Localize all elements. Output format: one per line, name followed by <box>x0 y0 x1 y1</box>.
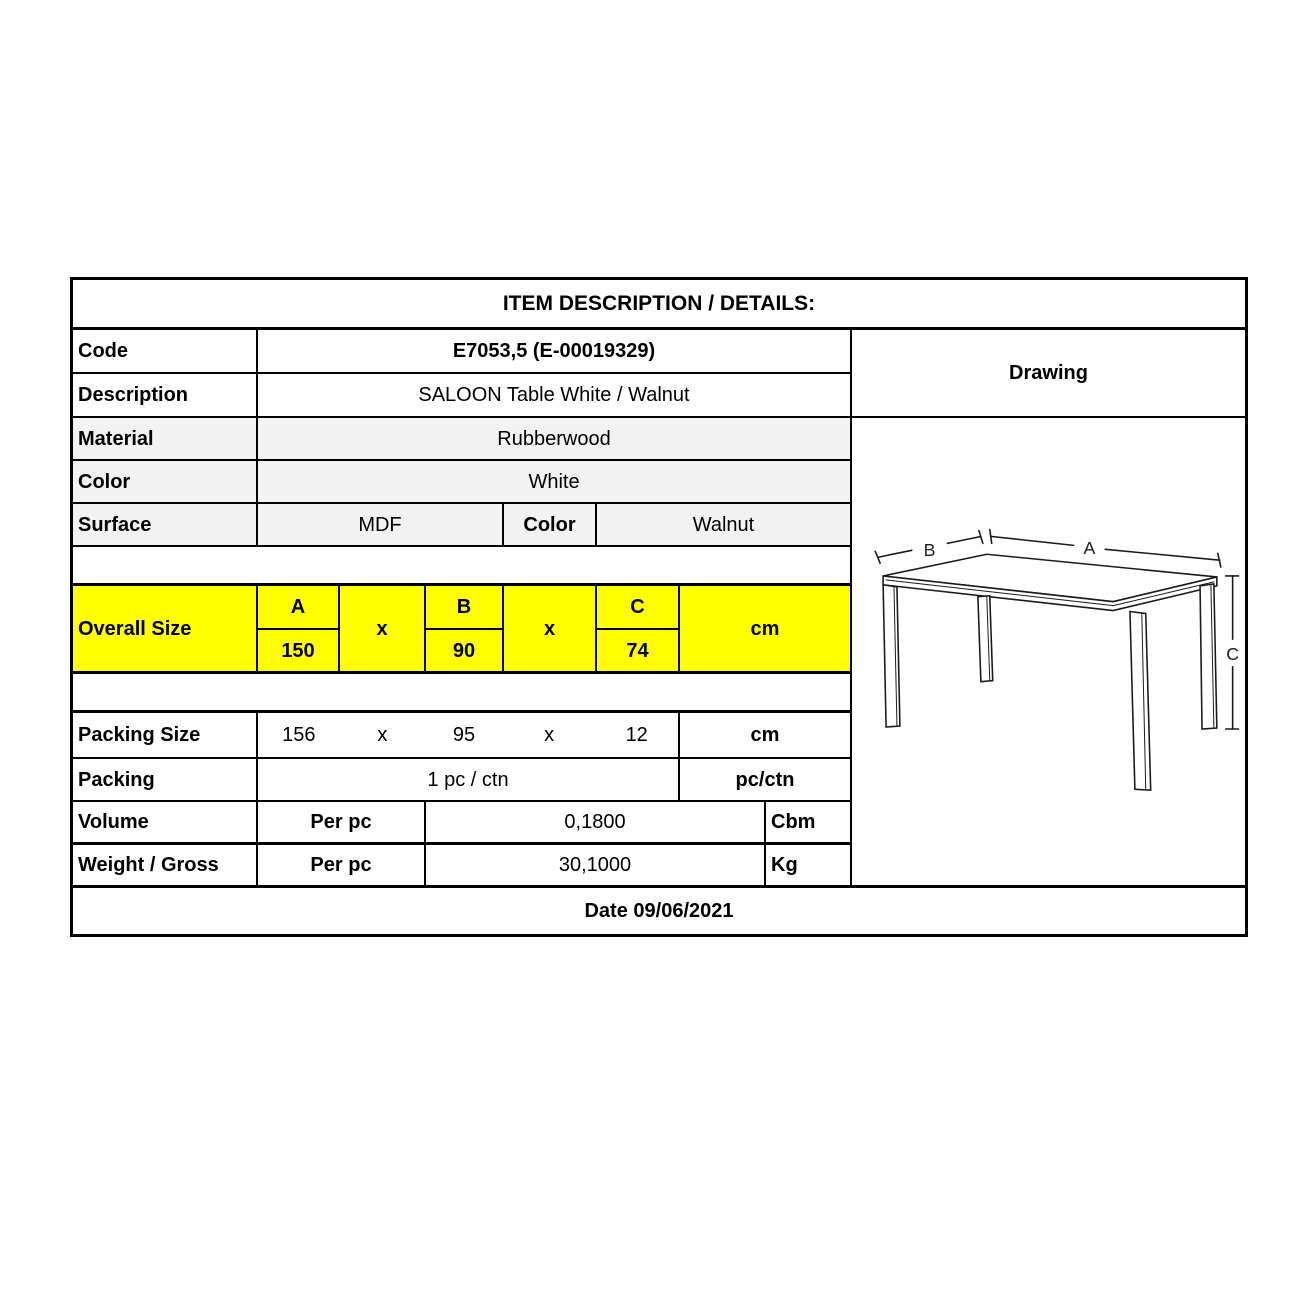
sheet-title: ITEM DESCRIPTION / DETAILS: <box>73 280 1245 330</box>
table-drawing <box>852 418 1245 885</box>
drawing-area <box>852 418 1245 888</box>
packing-size-x1: x <box>377 724 388 746</box>
packing-value: 1 pc / ctn <box>258 759 680 802</box>
date-row: Date 09/06/2021 <box>73 888 1245 934</box>
packing-label: Packing <box>73 759 258 802</box>
surface-value: MDF <box>258 504 504 547</box>
volume-unit: Cbm <box>766 802 852 845</box>
description-label: Description <box>73 374 258 418</box>
surface-label: Surface <box>73 504 258 547</box>
code-label: Code <box>73 330 258 374</box>
color-value: White <box>258 461 852 504</box>
code-value: E7053,5 (E-00019329) <box>258 330 852 374</box>
spacer-row <box>73 547 852 586</box>
packing-unit: pc/ctn <box>680 759 852 802</box>
item-spec-sheet <box>70 277 1248 937</box>
dim-label-c: C <box>1226 643 1240 664</box>
overall-size-label: Overall Size <box>73 586 258 674</box>
material-label: Material <box>73 418 258 461</box>
surface-color-value: Walnut <box>597 504 852 547</box>
dim-label-b: B <box>923 540 936 561</box>
color-label: Color <box>73 461 258 504</box>
description-value: SALOON Table White / Walnut <box>258 374 852 418</box>
drawing-header: Drawing <box>852 330 1245 418</box>
volume-value: 0,1800 <box>426 802 766 845</box>
packing-size-label: Packing Size <box>73 713 258 759</box>
material-value: Rubberwood <box>258 418 852 461</box>
packing-size-values <box>258 713 680 759</box>
surface-color-label: Color <box>504 504 597 547</box>
volume-label: Volume <box>73 802 258 845</box>
overall-size-x1: x <box>340 586 426 674</box>
overall-size-a-value: 150 <box>258 630 340 674</box>
overall-size-b-label: B <box>426 586 504 630</box>
spacer-row <box>73 674 852 713</box>
overall-size-c-value: 74 <box>597 630 680 674</box>
overall-size-c-label: C <box>597 586 680 630</box>
packing-size-v3: 12 <box>625 724 648 746</box>
weight-label: Weight / Gross <box>73 845 258 888</box>
volume-per: Per pc <box>258 802 426 845</box>
overall-size-a-label: A <box>258 586 340 630</box>
overall-size-x2: x <box>504 586 597 674</box>
dim-label-a: A <box>1083 538 1096 559</box>
packing-size-x2: x <box>544 724 555 746</box>
weight-per: Per pc <box>258 845 426 888</box>
overall-size-unit: cm <box>680 586 852 674</box>
weight-value: 30,1000 <box>426 845 766 888</box>
packing-size-unit: cm <box>680 713 852 759</box>
weight-unit: Kg <box>766 845 852 888</box>
packing-size-v1: 156 <box>282 724 316 746</box>
packing-size-v2: 95 <box>452 724 476 746</box>
table-legs <box>883 584 1217 790</box>
overall-size-b-value: 90 <box>426 630 504 674</box>
